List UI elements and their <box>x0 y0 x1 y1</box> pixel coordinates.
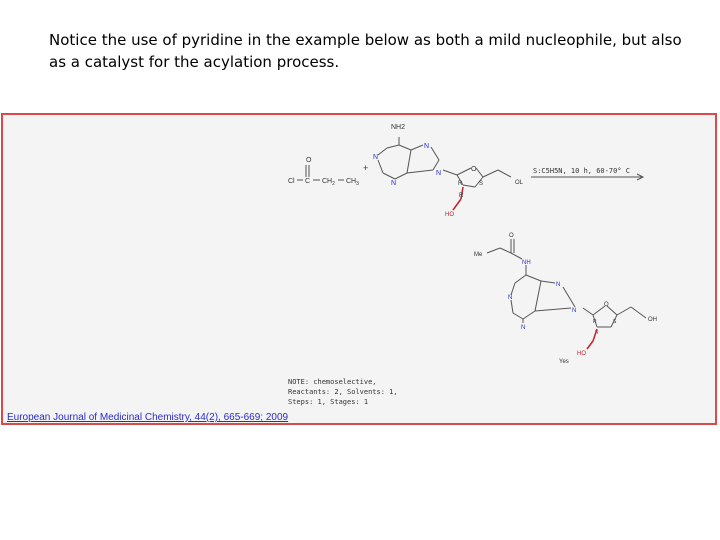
product-yes-label: Yes <box>559 359 569 365</box>
purine-n7: N <box>424 143 430 150</box>
product-n1: N <box>508 295 513 301</box>
citation-link[interactable]: European Journal of Medicinal Chemistry, 44(2), 665-669; 2009 <box>7 412 289 423</box>
product-stereo-r-2: R <box>595 330 599 336</box>
product-terminal-oh: OH <box>648 317 657 323</box>
product-ring-oxygen: O <box>604 302 609 308</box>
reagent-oxygen: O <box>306 157 312 164</box>
product-hydroxyl: HO <box>577 351 586 357</box>
intro-text: Notice the use of pyridine in the example below as both a mild nucleophile, but also as a catalyst for the acylation process. <box>49 31 682 71</box>
product-stereo-r-1: R <box>593 319 597 325</box>
reaction-scheme-panel <box>1 113 717 425</box>
stereo-s-1: S <box>479 181 484 187</box>
product-n9: N <box>572 308 577 314</box>
purine-n9: N <box>436 170 442 177</box>
ring-oxygen: O <box>471 166 477 173</box>
product-carbonyl-oxygen: O <box>509 233 514 239</box>
methyl-label: Me <box>474 252 483 258</box>
notes-line-2: Reactants: 2, Solvents: 1, <box>288 388 398 396</box>
product-n7: N <box>556 282 561 288</box>
reagent-ch3: $CH_3$ <box>346 178 359 187</box>
plus-sign: + <box>363 163 369 173</box>
stereo-r-2: R <box>459 193 464 199</box>
product-n3: N <box>521 325 526 331</box>
reagent-carbonyl-carbon: C <box>305 178 311 185</box>
amine-label: NH2 <box>391 124 406 131</box>
stereo-r-1: R <box>458 181 463 187</box>
hydroxyl-label-reactant: HO <box>445 212 454 218</box>
reaction-conditions: S:C5H5N, 10 h, 60-70° C <box>533 167 630 175</box>
amide-nh: NH <box>522 260 531 266</box>
product-stereo-s: S <box>613 319 617 325</box>
purine-n3: N <box>391 180 397 187</box>
notes-line-1: NOTE: chemoselective, <box>288 378 377 386</box>
notes-line-3: Steps: 1, Stages: 1 <box>288 398 369 406</box>
reagent-chlorine: Cl <box>288 178 295 185</box>
terminal-hydroxyl-reactant: OL <box>515 180 524 186</box>
purine-n1: N <box>373 154 379 161</box>
reaction-scheme <box>3 115 715 423</box>
reagent-ch2: $CH_2$ <box>322 178 335 187</box>
